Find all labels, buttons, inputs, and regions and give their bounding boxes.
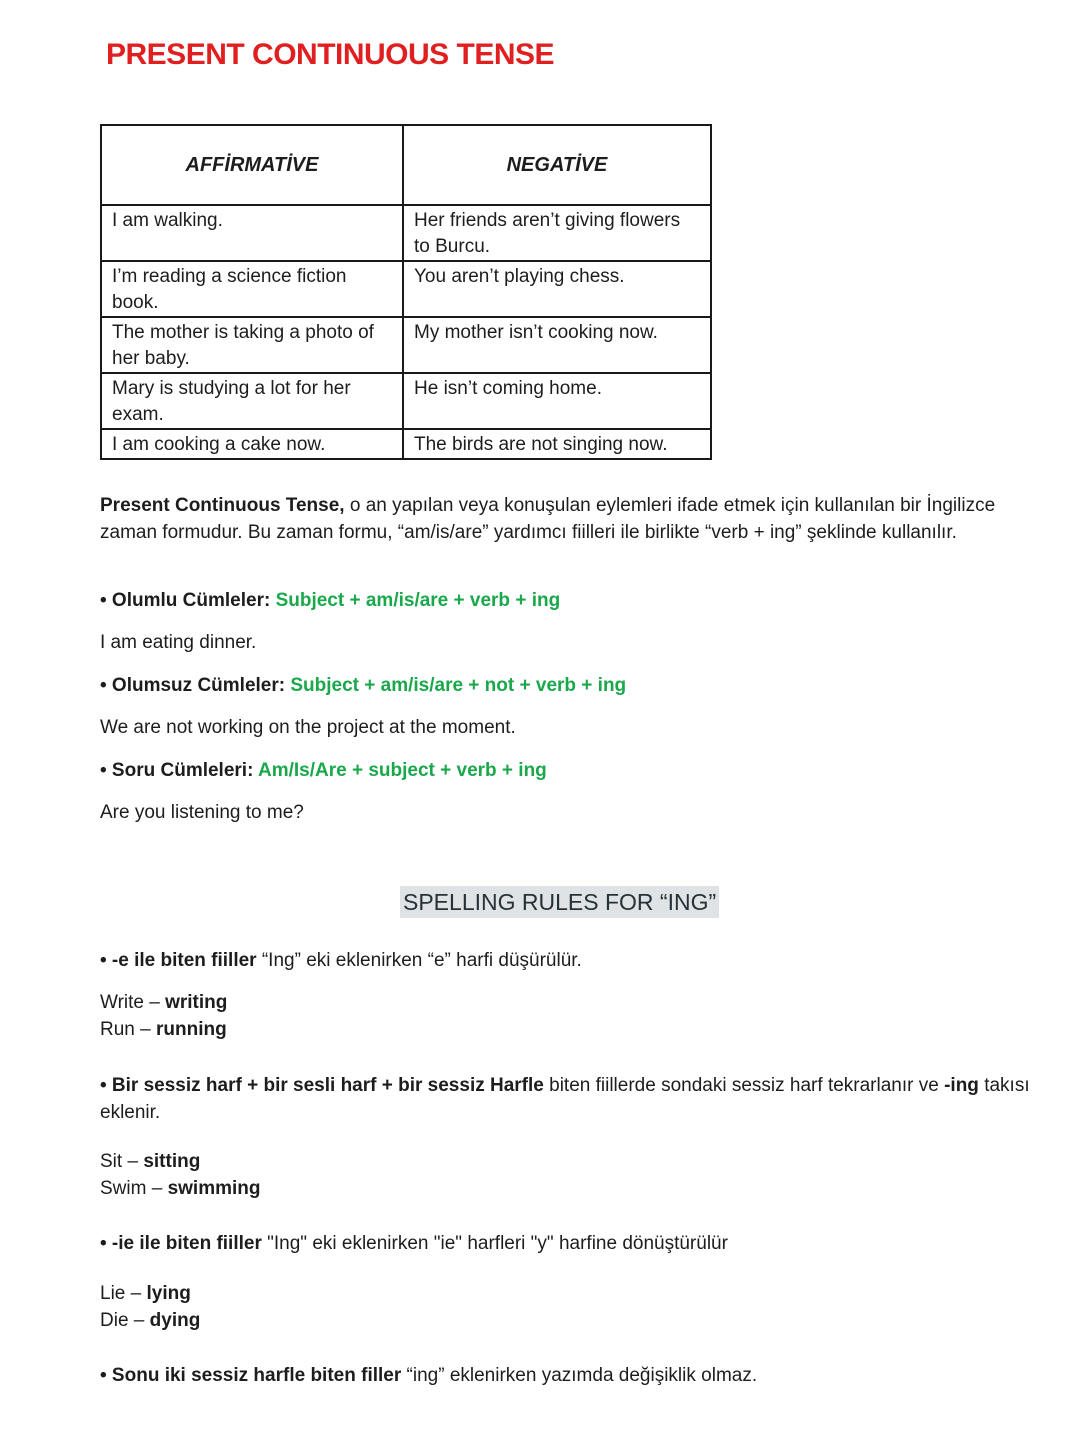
negative-header: NEGATİVE xyxy=(403,125,711,205)
form-negative xyxy=(100,672,626,699)
tense-table xyxy=(100,124,712,460)
form-formula: Am/Is/Are + subject + verb + ing xyxy=(257,760,547,781)
form-affirmative xyxy=(100,587,560,614)
example-line xyxy=(100,989,227,1016)
page-title: PRESENT CONTINUOUS TENSE xyxy=(106,38,555,71)
example-line xyxy=(100,1175,260,1202)
form-label: • Olumlu Cümleler: xyxy=(100,590,276,611)
rule-1 xyxy=(100,947,582,974)
intro-term: Present Continuous Tense, xyxy=(100,495,345,516)
affirmative-cell: I am walking. xyxy=(101,205,403,261)
example-ing: dying xyxy=(149,1310,201,1331)
form-question xyxy=(100,757,547,784)
rule-text-end: takısı eklenir. xyxy=(100,1075,1030,1123)
example-line xyxy=(100,1016,227,1043)
intro-text: o an yapılan veya konuşulan eylemleri ifade etmek için kullanılan bir İngilizce zaman formudur. Bu zaman formu, “am/is/are” yardımcı fiilleri ile birlikte “verb + ing” şeklinde kullanılır. xyxy=(100,495,996,543)
rule-text: "Ing" eki eklenirken "ie" harfleri "y" harfine dönüştürülür xyxy=(261,1233,728,1254)
form-formula: Subject + am/is/are + verb + ing xyxy=(275,590,561,611)
example-ing: running xyxy=(155,1019,227,1040)
form-example: We are not working on the project at the moment. xyxy=(100,717,516,738)
rule-text: “Ing” eki eklenirken “e” harfi düşürülür. xyxy=(256,950,582,971)
example-base: Run – xyxy=(100,1019,156,1040)
table-row xyxy=(101,317,711,373)
example-base: Write – xyxy=(100,992,166,1013)
rule-title: • Bir sessiz harf + bir sesli harf + bir sessiz Harfle xyxy=(100,1075,544,1096)
form-label: • Olumsuz Cümleler: xyxy=(100,675,291,696)
rule-text: “ing” eklenirken yazımda değişiklik olmaz. xyxy=(401,1365,758,1386)
rule-4 xyxy=(100,1362,757,1389)
spelling-heading: SPELLING RULES FOR “ING” xyxy=(400,886,719,918)
example-line xyxy=(100,1307,200,1334)
rule-text: biten fiillerde sondaki sessiz harf tekrarlanır ve xyxy=(543,1075,945,1096)
rule-2-examples xyxy=(100,1148,260,1202)
rule-title: • -ie ile biten fiiller xyxy=(100,1233,262,1254)
example-ing: lying xyxy=(146,1283,191,1304)
form-formula: Subject + am/is/are + not + verb + ing xyxy=(290,675,627,696)
example-line xyxy=(100,1280,200,1307)
example-ing: swimming xyxy=(167,1178,261,1199)
form-example: I am eating dinner. xyxy=(100,632,257,653)
rule-title: • -e ile biten fiiller xyxy=(100,950,257,971)
negative-cell: You aren’t playing chess. xyxy=(403,261,711,317)
rule-suffix: -ing xyxy=(944,1075,979,1096)
negative-cell: My mother isn’t cooking now. xyxy=(403,317,711,373)
affirmative-header: AFFİRMATİVE xyxy=(101,125,403,205)
table-row xyxy=(101,205,711,261)
example-base: Lie – xyxy=(100,1283,147,1304)
example-ing: writing xyxy=(165,992,228,1013)
form-label: • Soru Cümleleri: xyxy=(100,760,258,781)
affirmative-cell: Mary is studying a lot for her exam. xyxy=(101,373,403,429)
negative-cell: The birds are not singing now. xyxy=(403,429,711,459)
table-row xyxy=(101,261,711,317)
example-base: Swim – xyxy=(100,1178,168,1199)
rule-3 xyxy=(100,1230,728,1257)
affirmative-cell: The mother is taking a photo of her baby. xyxy=(101,317,403,373)
table-row xyxy=(101,429,711,459)
example-ing: sitting xyxy=(143,1151,201,1172)
example-base: Sit – xyxy=(100,1151,144,1172)
rule-3-examples xyxy=(100,1280,200,1334)
table-header-row xyxy=(101,125,711,205)
affirmative-cell: I’m reading a science fiction book. xyxy=(101,261,403,317)
negative-cell: Her friends aren’t giving flowers to Burcu. xyxy=(403,205,711,261)
negative-cell: He isn’t coming home. xyxy=(403,373,711,429)
affirmative-cell: I am cooking a cake now. xyxy=(101,429,403,459)
rule-2 xyxy=(100,1072,1030,1126)
form-example: Are you listening to me? xyxy=(100,802,304,823)
rule-title: • Sonu iki sessiz harfle biten filler xyxy=(100,1365,402,1386)
intro-paragraph xyxy=(100,492,1030,546)
table-row xyxy=(101,373,711,429)
example-base: Die – xyxy=(100,1310,150,1331)
example-line xyxy=(100,1148,260,1175)
rule-1-examples xyxy=(100,989,227,1043)
